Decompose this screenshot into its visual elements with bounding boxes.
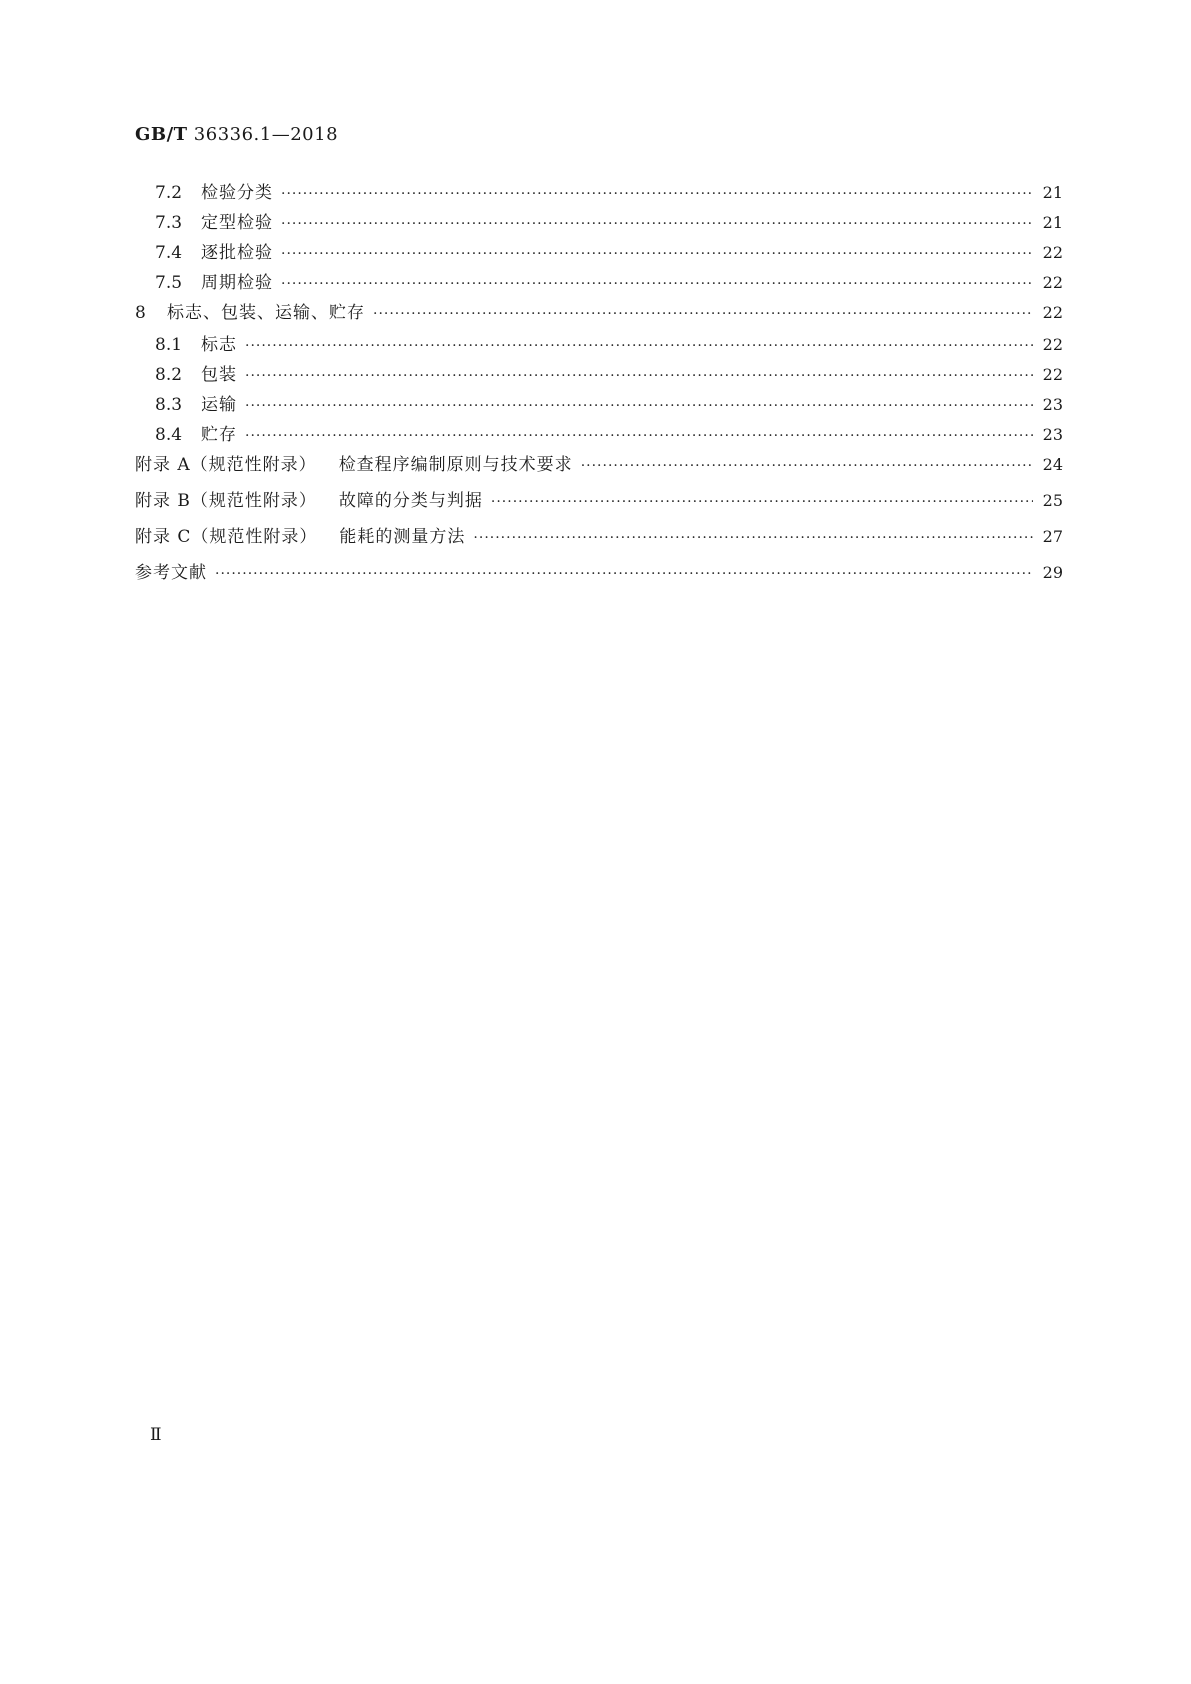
toc-entry-title: 定型检验 — [201, 213, 273, 233]
document-code — [135, 124, 338, 145]
dot-leader — [281, 246, 1033, 262]
toc-entry-page: 23 — [1042, 395, 1063, 414]
toc-entry-page: 22 — [1042, 303, 1063, 322]
dot-leader — [281, 216, 1033, 232]
dot-leader — [215, 566, 1033, 582]
toc-entry-page: 22 — [1042, 365, 1063, 384]
toc-entry-7-3[interactable] — [135, 208, 1063, 238]
references-title: 参考文献 — [135, 563, 207, 583]
toc-entry-page: 22 — [1042, 273, 1063, 292]
dot-leader — [245, 428, 1033, 444]
toc-entry-title: 标志 — [201, 335, 237, 355]
toc-entry-page: 22 — [1042, 243, 1063, 262]
dot-leader — [245, 398, 1033, 414]
dot-leader — [245, 338, 1033, 354]
toc-entry-appendix-b[interactable] — [135, 486, 1063, 522]
toc-entry-8[interactable] — [135, 298, 1063, 330]
toc-entry-page: 25 — [1042, 491, 1063, 510]
toc-entry-page: 23 — [1042, 425, 1063, 444]
dot-leader — [281, 276, 1033, 292]
toc-entry-page: 24 — [1042, 455, 1063, 474]
toc-entry-8-3[interactable] — [135, 390, 1063, 420]
toc-entry-8-2[interactable] — [135, 360, 1063, 390]
appendix-title: 能耗的测量方法 — [339, 527, 466, 547]
toc-entry-page: 27 — [1042, 527, 1063, 546]
toc-entry-page: 22 — [1042, 335, 1063, 354]
dot-leader — [473, 530, 1033, 546]
toc-entry-appendix-c[interactable] — [135, 522, 1063, 558]
toc-entry-appendix-a[interactable] — [135, 450, 1063, 486]
appendix-title: 检查程序编制原则与技术要求 — [338, 455, 573, 475]
toc-entry-number: 8.3 — [155, 395, 183, 415]
toc-entry-number: 7.3 — [155, 213, 183, 233]
toc-entry-number: 8.2 — [155, 365, 183, 385]
toc-entry-page: 29 — [1042, 563, 1063, 582]
dot-leader — [581, 458, 1033, 474]
toc-entry-7-5[interactable] — [135, 268, 1063, 298]
toc-entry-title: 逐批检验 — [201, 243, 273, 263]
appendix-label: 附录 C（规范性附录） — [135, 527, 318, 547]
toc-entry-8-1[interactable] — [135, 330, 1063, 360]
toc-entry-page: 21 — [1042, 183, 1063, 202]
toc-entry-number: 7.5 — [155, 273, 183, 293]
dot-leader — [373, 306, 1033, 322]
standard-prefix: GB/T — [135, 124, 188, 145]
appendix-label: 附录 A（规范性附录） — [135, 455, 317, 475]
toc-entry-page: 21 — [1042, 213, 1063, 232]
toc-entry-title: 运输 — [201, 395, 237, 415]
toc-entry-title: 周期检验 — [201, 273, 273, 293]
table-of-contents — [135, 178, 1063, 594]
toc-entry-title: 贮存 — [201, 425, 237, 445]
toc-entry-number: 7.4 — [155, 243, 183, 263]
toc-entry-title: 标志、包装、运输、贮存 — [167, 303, 365, 323]
toc-entry-number: 8.4 — [155, 425, 183, 445]
page-number: Ⅱ — [150, 1425, 162, 1445]
dot-leader — [491, 494, 1033, 510]
appendix-label: 附录 B（规范性附录） — [135, 491, 317, 511]
toc-entry-number: 7.2 — [155, 183, 183, 203]
appendix-title: 故障的分类与判据 — [338, 491, 483, 511]
toc-entry-8-4[interactable] — [135, 420, 1063, 450]
toc-entry-number: 8.1 — [155, 335, 183, 355]
toc-entry-number: 8 — [135, 303, 146, 323]
toc-entry-references[interactable] — [135, 558, 1063, 594]
toc-entry-title: 包装 — [201, 365, 237, 385]
toc-entry-7-4[interactable] — [135, 238, 1063, 268]
toc-entry-title: 检验分类 — [201, 183, 273, 203]
dot-leader — [245, 368, 1033, 384]
dot-leader — [281, 186, 1033, 202]
standard-number: 36336.1—2018 — [193, 124, 339, 145]
toc-entry-7-2[interactable] — [135, 178, 1063, 208]
